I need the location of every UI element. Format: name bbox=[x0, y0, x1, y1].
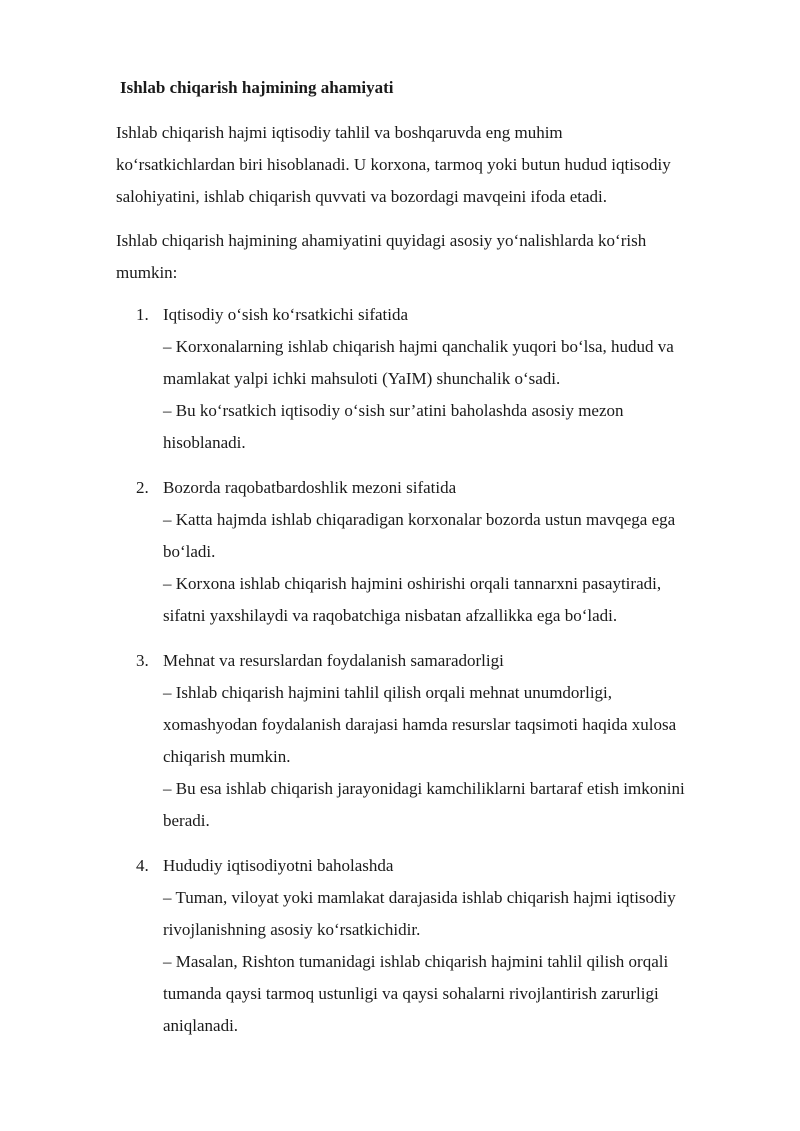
intro-paragraph bbox=[116, 117, 756, 213]
list-item-heading: Hududiy iqtisodiyotni baholashda bbox=[163, 856, 394, 875]
list-item-heading: Bozorda raqobatbardoshlik mezoni sifatida bbox=[163, 478, 457, 497]
list-item-line: rivojlanishning asosiy ko‘rsatkichidir. bbox=[163, 920, 421, 939]
list-item-line: bo‘ladi. bbox=[163, 542, 216, 561]
list-item-line: – Korxona ishlab chiqarish hajmini oshirishi orqali tannarxni pasaytiradi, bbox=[163, 574, 662, 593]
list-item-body bbox=[163, 472, 758, 632]
list-item-line: – Tuman, viloyat yoki mamlakat darajasida ishlab chiqarish hajmi iqtisodiy bbox=[163, 888, 676, 907]
list-item-line: xomashyodan foydalanish darajasi hamda resurslar taqsimoti haqida xulosa bbox=[163, 715, 677, 734]
list-item-body bbox=[163, 850, 758, 1042]
document-title: Ishlab chiqarish hajmining ahamiyati bbox=[120, 78, 394, 97]
list-item-body bbox=[163, 645, 758, 837]
list-item-line: aniqlanadi. bbox=[163, 1016, 239, 1035]
list-item-line: tumanda qaysi tarmoq ustunligi va qaysi sohalarni rivojlantirish zarurligi bbox=[163, 984, 659, 1003]
list-item-number: 4. bbox=[136, 856, 149, 875]
list-item-number: 3. bbox=[136, 651, 149, 670]
paragraph-line: Ishlab chiqarish hajmining ahamiyatini quyidagi asosiy yo‘nalishlarda ko‘rish bbox=[116, 231, 647, 250]
paragraph-line: mumkin: bbox=[116, 263, 178, 282]
list-item-line: – Ishlab chiqarish hajmini tahlil qilish orqali mehnat unumdorligi, bbox=[163, 683, 613, 702]
list-item-line: mamlakat yalpi ichki mahsuloti (YaIM) shunchalik o‘sadi. bbox=[163, 369, 561, 388]
list-item-line: – Masalan, Rishton tumanidagi ishlab chiqarish hajmini tahlil qilish orqali bbox=[163, 952, 669, 971]
list-item-line: – Katta hajmda ishlab chiqaradigan korxonalar bozorda ustun mavqega ega bbox=[163, 510, 676, 529]
list-item-number: 2. bbox=[136, 478, 149, 497]
list-item-line: beradi. bbox=[163, 811, 210, 830]
list-item-heading: Iqtisodiy o‘sish ko‘rsatkichi sifatida bbox=[163, 305, 409, 324]
list-item-number: 1. bbox=[136, 305, 149, 324]
list-item-heading: Mehnat va resurslardan foydalanish samaradorligi bbox=[163, 651, 504, 670]
paragraph-line: salohiyatini, ishlab chiqarish quvvati va bozordagi mavqeini ifoda etadi. bbox=[116, 187, 607, 206]
list-item-body bbox=[163, 299, 758, 459]
lead-paragraph bbox=[116, 225, 756, 289]
list-item-line: sifatni yaxshilaydi va raqobatchiga nisbatan afzallikka ega bo‘ladi. bbox=[163, 606, 618, 625]
list-item-line: chiqarish mumkin. bbox=[163, 747, 291, 766]
list-item-line: hisoblanadi. bbox=[163, 433, 246, 452]
list-item-line: – Korxonalarning ishlab chiqarish hajmi qanchalik yuqori bo‘lsa, hudud va bbox=[163, 337, 674, 356]
paragraph-line: ko‘rsatkichlardan biri hisoblanadi. U korxona, tarmoq yoki butun hudud iqtisodiy bbox=[116, 155, 671, 174]
paragraph-line: Ishlab chiqarish hajmi iqtisodiy tahlil va boshqaruvda eng muhim bbox=[116, 123, 563, 142]
list-item-line: – Bu esa ishlab chiqarish jarayonidagi kamchiliklarni bartaraf etish imkonini bbox=[163, 779, 685, 798]
list-item-line: – Bu ko‘rsatkich iqtisodiy o‘sish sur’atini baholashda asosiy mezon bbox=[163, 401, 624, 420]
